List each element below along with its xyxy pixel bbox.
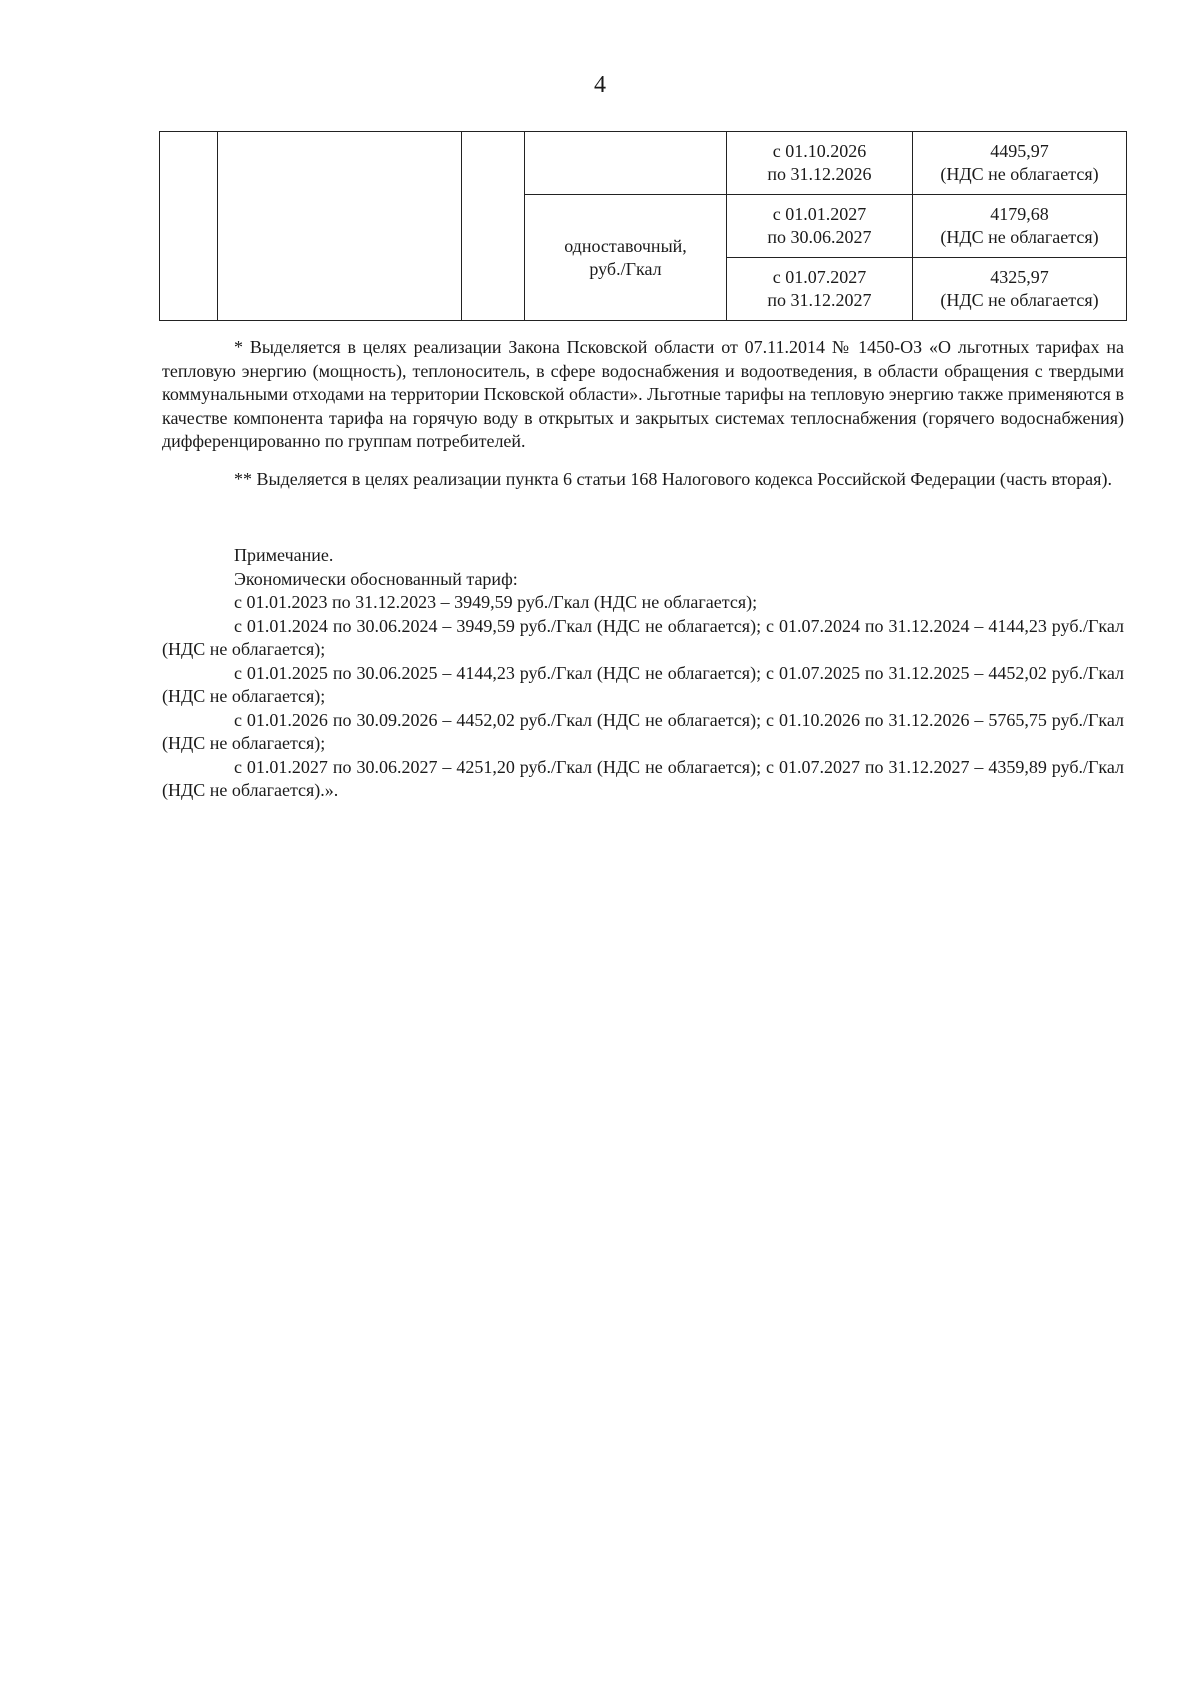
tariff-value: 4179,68 — [990, 204, 1049, 224]
empty-cell-number — [160, 132, 218, 321]
footnote-first-text: * Выделяется в целях реализации Закона Псковской области от 07.11.2014 № 1450-ОЗ «О льготных тарифах на тепловую энергию (мощность), теплоноситель, в сфере водоснабжения и водоотведения, в области обращения с твердыми коммунальными отходами на территории Псковской области». Льготные тарифы на тепловую энергию также применяются в качестве компонента тарифа на горячую воду в открытых и закрытых системах теплоснабжения (горячего водоснабжения) дифференцированно по группам потребителей. — [162, 337, 1124, 451]
vat-note: (НДС не облагается) — [940, 227, 1099, 247]
period-from: с 01.07.2027 — [772, 267, 867, 287]
footnote-second-text: ** Выделяется в целях реализации пункта 6 статьи 168 Налогового кодекса Российской Федерации (часть вторая). — [234, 469, 1112, 489]
note-item: с 01.01.2023 по 31.12.2023 – 3949,59 руб./Гкал (НДС не облагается); — [234, 592, 758, 612]
value-cell — [913, 132, 1127, 195]
value-cell — [913, 195, 1127, 258]
note-item: с 01.01.2024 по 30.06.2024 – 3949,59 руб./Гкал (НДС не облагается); с 01.07.2024 по 31.12.2024 – 4144,23 руб./Гкал (НДС не облагается); — [162, 615, 1124, 659]
tariff-group-unit: руб./Гкал — [589, 258, 662, 279]
empty-cell-group-top — [525, 132, 727, 195]
tariff-table — [159, 131, 1127, 321]
value-cell — [913, 258, 1127, 321]
footnote-first — [162, 336, 1124, 454]
note-item: с 01.01.2027 по 30.06.2027 – 4251,20 руб./Гкал (НДС не облагается); с 01.07.2027 по 31.12.2027 – 4359,89 руб./Гкал (НДС не облагается).». — [162, 756, 1124, 800]
tariff-value: 4495,97 — [990, 141, 1049, 161]
period-to: по 31.12.2026 — [767, 164, 872, 184]
tariff-group-label: одноставочный, — [564, 235, 687, 256]
empty-cell-name — [218, 132, 462, 321]
period-to: по 31.12.2027 — [767, 290, 872, 310]
tariff-value: 4325,97 — [990, 267, 1049, 287]
vat-note: (НДС не облагается) — [940, 164, 1099, 184]
note-item: с 01.01.2025 по 30.06.2025 – 4144,23 руб./Гкал (НДС не облагается); с 01.07.2025 по 31.12.2025 – 4452,02 руб./Гкал (НДС не облагается); — [162, 662, 1124, 706]
period-cell — [727, 258, 913, 321]
note-block — [162, 544, 1124, 803]
table-row — [160, 132, 1127, 195]
period-from: с 01.01.2027 — [772, 204, 867, 224]
footnote-second — [162, 468, 1124, 492]
period-from: с 01.10.2026 — [772, 141, 867, 161]
note-subheading: Экономически обоснованный тариф: — [234, 568, 518, 589]
tariff-group-cell — [525, 195, 727, 321]
empty-cell-code — [462, 132, 525, 321]
period-cell — [727, 132, 913, 195]
period-cell — [727, 195, 913, 258]
vat-note: (НДС не облагается) — [940, 290, 1099, 310]
page-number: 4 — [594, 72, 606, 98]
note-heading: Примечание. — [234, 545, 334, 565]
note-item: с 01.01.2026 по 30.09.2026 – 4452,02 руб./Гкал (НДС не облагается); с 01.10.2026 по 31.12.2026 – 5765,75 руб./Гкал (НДС не облагается); — [162, 709, 1124, 753]
period-to: по 30.06.2027 — [767, 227, 872, 247]
